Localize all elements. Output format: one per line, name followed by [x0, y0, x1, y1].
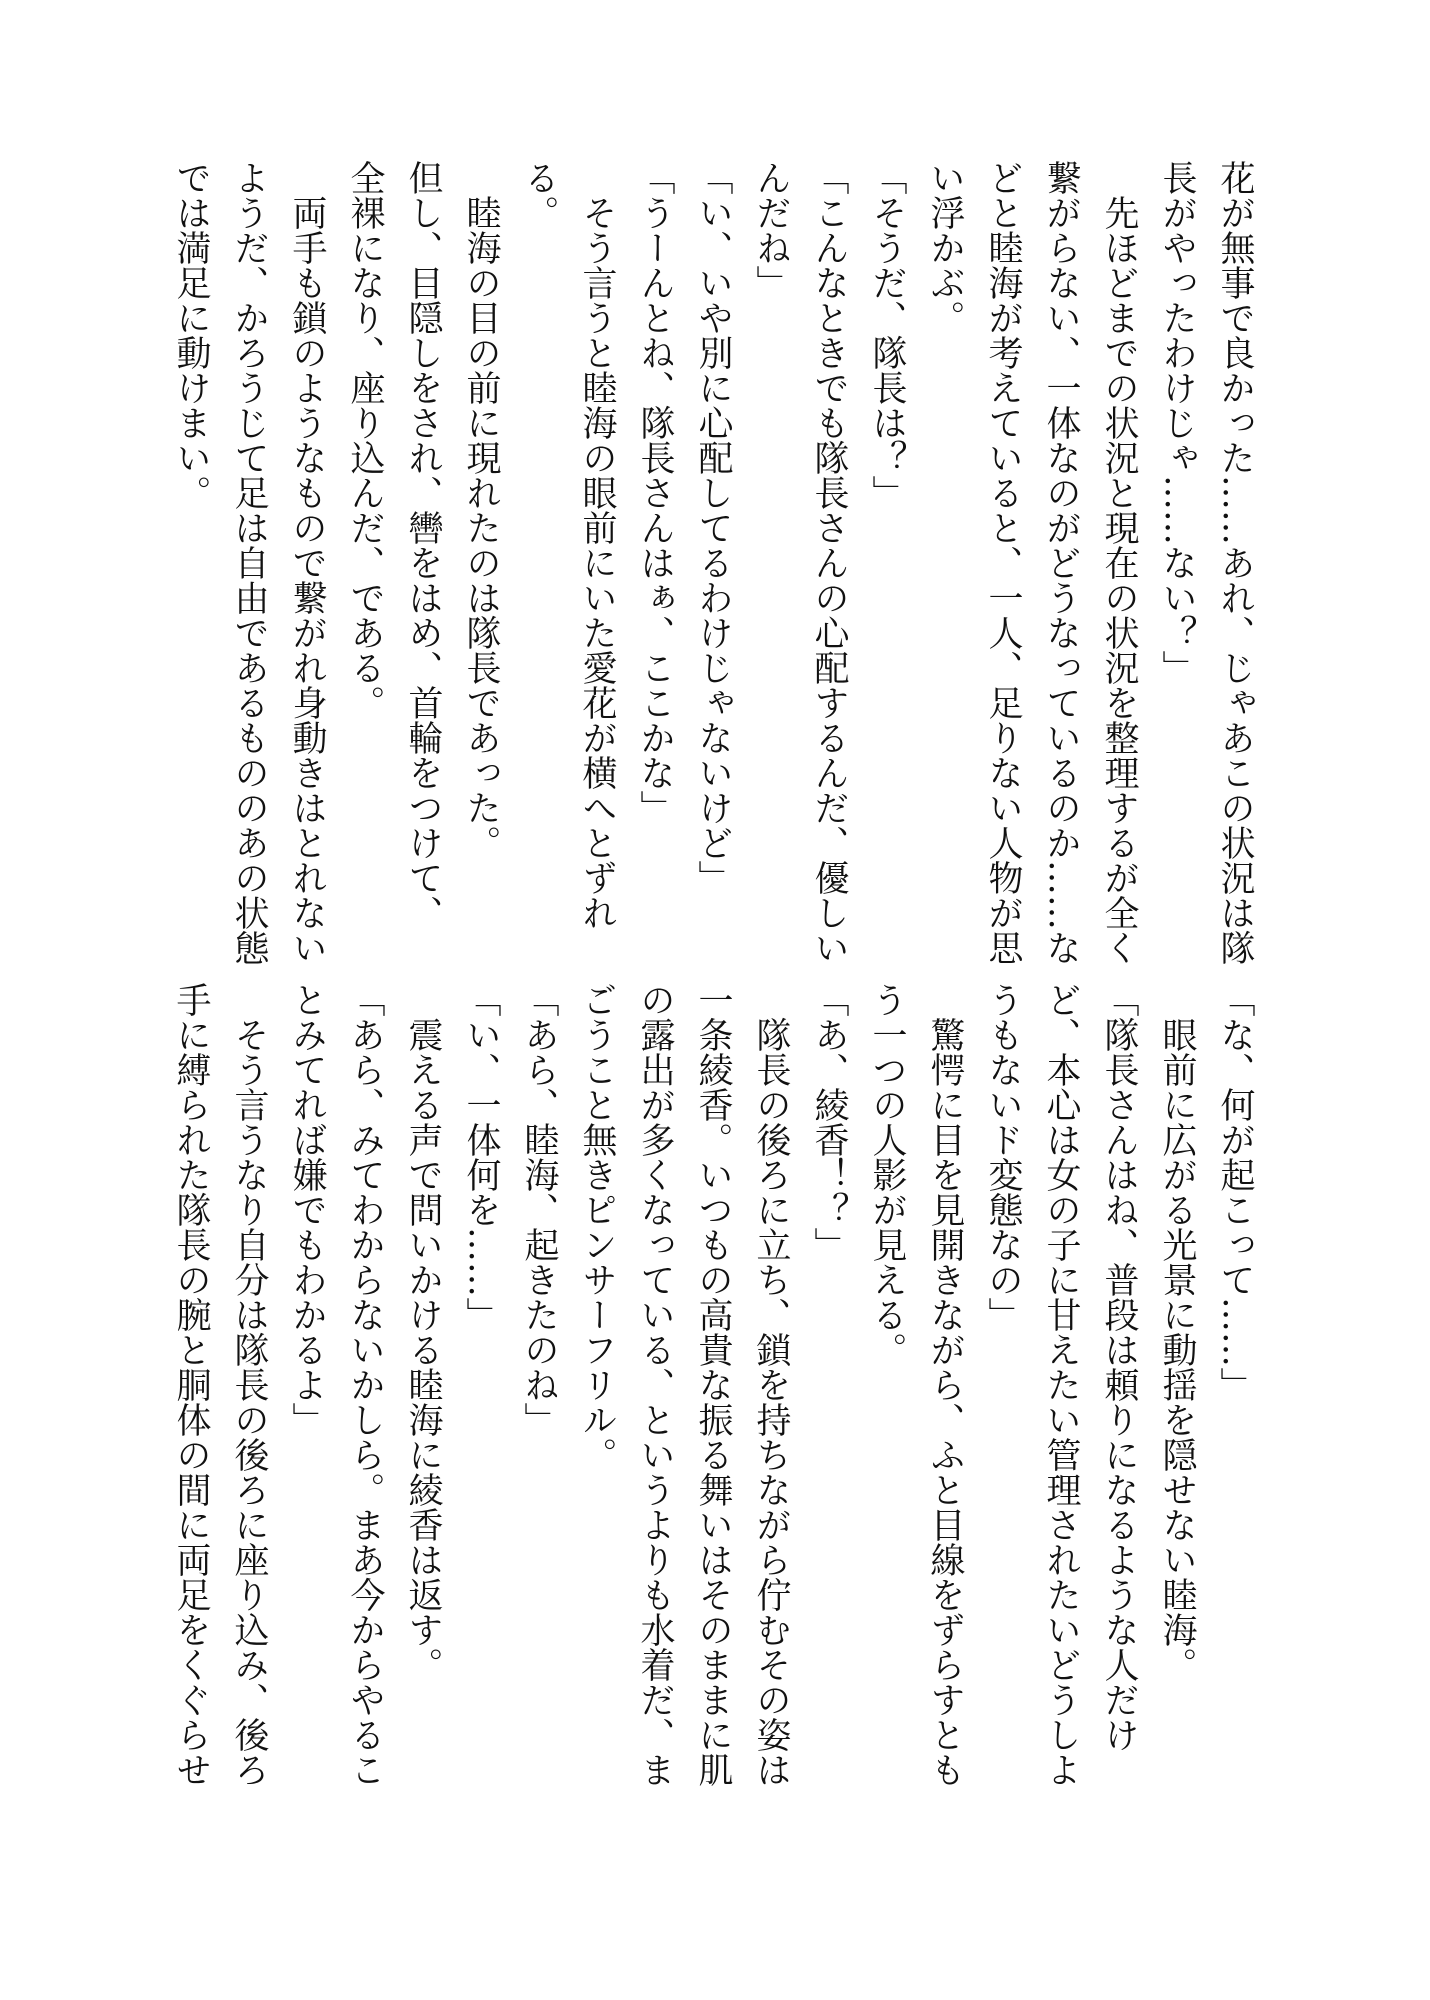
text-line: 眼前に広がる光景に動揺を隠せない睦海。 [1157, 982, 1197, 1682]
text-line: 「隊長さんはね、普段は頼りになるような人だけ [1099, 982, 1139, 1752]
text-line: 「こんなときでも隊長さんの心配するんだ、優しい [809, 160, 849, 965]
text-line: 「あら、睦海、起きたのね」 [519, 982, 559, 1437]
text-line: う一つの人影が見える。 [867, 982, 907, 1367]
text-line: 「あら、みてわからないかしら。まあ今からやるこ [345, 982, 385, 1787]
text-line: 両手も鎖のようなもので繋がれ身動きはとれない [287, 160, 327, 965]
text-line: とみてれば嫌でもわかるよ」 [287, 982, 327, 1437]
text-line: の露出が多くなっている、というよりも水着だ、ま [635, 982, 675, 1787]
text-line: では満足に動けまい。 [171, 160, 211, 510]
text-line: 「な、何が起こって……」 [1215, 982, 1255, 1402]
text-line: 長がやったわけじゃ……ない？」 [1157, 160, 1197, 685]
text-line: 但し、目隠しをされ、轡をはめ、首輪をつけて、 [403, 160, 443, 930]
text-line: 全裸になり、座り込んだ、である。 [345, 160, 385, 720]
text-line: どと睦海が考えていると、一人、足りない人物が思 [983, 160, 1023, 965]
text-line: 「うーんとね、隊長さんはぁ、ここかな」 [635, 160, 675, 825]
text-line: る。 [519, 160, 559, 230]
text-line: んだね」 [751, 160, 791, 300]
text-line: 一条綾香。いつもの高貴な振る舞いはそのままに肌 [693, 982, 733, 1787]
text-line: そう言うと睦海の眼前にいた愛花が横へとずれ [577, 160, 617, 930]
text-line: うもないド変態なの」 [983, 982, 1023, 1332]
text-line: 「あ、綾香！？」 [809, 982, 849, 1262]
text-line: そう言うなり自分は隊長の後ろに座り込み、後ろ [229, 982, 269, 1787]
text-line: 繋がらない、一体なのがどうなっているのか……な [1041, 160, 1081, 965]
text-line: 睦海の目の前に現れたのは隊長であった。 [461, 160, 501, 860]
text-line: 「そうだ、隊長は？」 [867, 160, 907, 510]
text-line: 「い、一体何を……」 [461, 982, 501, 1332]
text-line: 手に縛られた隊長の腕と胴体の間に両足をくぐらせ [171, 982, 211, 1787]
text-line: 驚愕に目を見開きながら、ふと目線をずらすとも [925, 982, 965, 1787]
text-line: ど、本心は女の子に甘えたい管理されたいどうしよ [1041, 982, 1081, 1787]
text-line: ごうこと無きピンサーフリル。 [577, 982, 617, 1472]
text-line: 先ほどまでの状況と現在の状況を整理するが全く [1099, 160, 1139, 965]
text-line: ようだ、かろうじて足は自由であるもののあの状態 [229, 160, 269, 965]
text-line: 「い、いや別に心配してるわけじゃないけど」 [693, 160, 733, 895]
upper-text-block [162, 160, 1264, 965]
text-line: 花が無事で良かった……あれ、じゃあこの状況は隊 [1215, 160, 1255, 965]
text-line: 隊長の後ろに立ち、鎖を持ちながら佇むその姿は [751, 982, 791, 1787]
text-line: い浮かぶ。 [925, 160, 965, 335]
text-line: 震える声で問いかける睦海に綾香は返す。 [403, 982, 443, 1682]
lower-text-block [162, 982, 1264, 1787]
